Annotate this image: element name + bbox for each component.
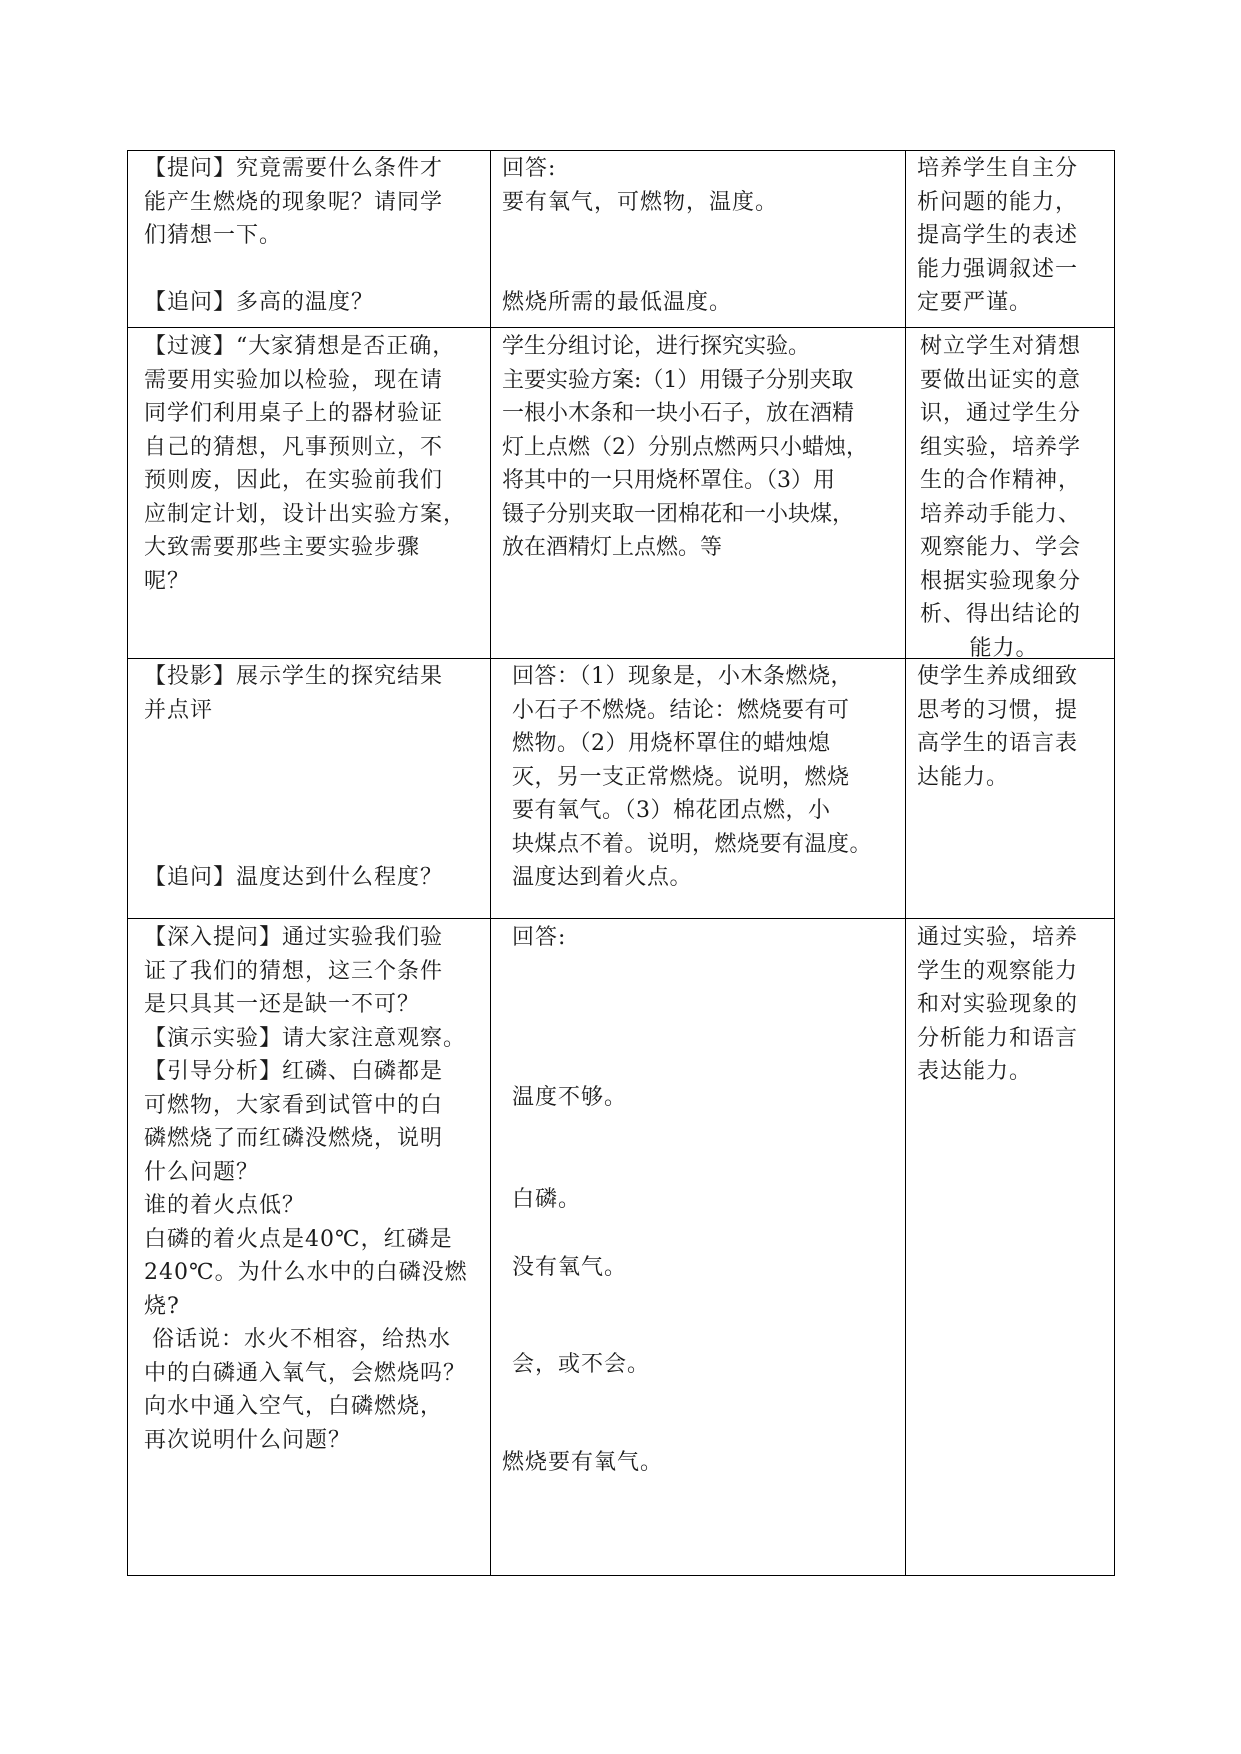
text-line: 什么问题？ (144, 1159, 260, 1185)
text-line: 再次说明什么问题？ (144, 1427, 352, 1453)
design-intent-cell (917, 921, 1107, 1089)
text-line: 灭，另一支正常燃烧。说明，燃烧 (512, 764, 850, 790)
text-line: 能力强调叙述一 (917, 256, 1079, 282)
text-line: 们猜想一下。 (144, 223, 283, 248)
text-line: 达能力。 (917, 764, 1010, 790)
text-line: 观察能力、学会 (920, 535, 1082, 560)
row-divider (127, 918, 1114, 919)
row-divider (127, 327, 1114, 328)
column-divider (490, 150, 491, 1576)
text-line: 【过渡】“大家猜想是否正确， (144, 334, 456, 359)
text-line: 使学生养成细致 (917, 664, 1079, 689)
text-line: 自己的猜想，凡事预则立，不 (144, 434, 444, 460)
text-line: 预则废，因此，在实验前我们 (144, 468, 444, 493)
text-line: 高学生的语言表 (917, 731, 1079, 756)
text-line: 要有氧气。（3）棉花团点燃，小 (512, 798, 831, 823)
text-line: 树立学生对猜想 (920, 334, 1082, 359)
text-line: 学生的观察能力 (917, 958, 1079, 984)
design-intent-cell (917, 660, 1107, 794)
text-line: 析、得出结论的 (920, 602, 1082, 627)
teacher-activity-cell (144, 921, 484, 1457)
text-line: 可燃物，大家看到试管中的白 (144, 1092, 444, 1118)
text-line: 并点评 (144, 697, 214, 723)
text-line: 和对实验现象的 (917, 992, 1079, 1017)
text-line: 温度达到着火点。 (512, 865, 693, 890)
text-line: 能产生燃烧的现象呢？请同学 (144, 189, 444, 215)
text-line: 分析能力和语言 (917, 1025, 1079, 1051)
text-line: 俗话说：水火不相容，给热水 (144, 1327, 451, 1352)
text-line: 块煤点不着。说明，燃烧要有温度。 (512, 831, 873, 857)
text-line: 主要实验方案:（1）用镊子分别夹取 (502, 367, 854, 393)
text-line: 小石子不燃烧。结论：燃烧要有可 (512, 697, 850, 723)
text-line: 【引导分析】红磷、白磷都是 (144, 1059, 444, 1084)
text-line: 【投影】展示学生的探究结果 (144, 664, 444, 689)
student-activity-cell (502, 330, 897, 565)
text-line: 回答：（1）现象是，小木条燃烧， (512, 664, 853, 689)
text-line: 应制定计划，设计出实验方案， (144, 501, 467, 527)
text-line: 谁的着火点低？ (144, 1193, 306, 1218)
text-line: 通过实验，培养 (917, 925, 1079, 950)
answer-line: 没有氧气。 (512, 1255, 628, 1280)
student-activity-cell (512, 660, 902, 895)
text-line: 析问题的能力， (917, 189, 1079, 215)
student-activity-cell (502, 152, 897, 320)
text-line: 【提问】究竟需要什么条件才 (144, 156, 444, 181)
table-border-top (127, 150, 1114, 151)
teacher-activity-cell (144, 330, 484, 598)
text-line: 要有氧气，可燃物，温度。 (502, 189, 779, 215)
answer-line: 白磷。 (512, 1187, 582, 1212)
text-line: 中的白磷通入氧气，会燃烧吗？ (144, 1360, 467, 1386)
text-line: 思考的习惯，提 (917, 697, 1079, 723)
text-line: 组实验，培养学 (920, 434, 1082, 460)
text-line: 将其中的一只用烧杯罩住。（3）用 (502, 468, 835, 493)
answer-line: 回答: (512, 925, 567, 950)
text-line: 镊子分别夹取一团棉花和一小块煤， (502, 501, 855, 527)
student-activity-cell (502, 921, 902, 1571)
text-line: 一根小木条和一块小石子，放在酒精 (502, 401, 855, 426)
text-line: 学生分组讨论，进行探究实验。 (502, 334, 811, 359)
text-line: 提高学生的表述 (917, 223, 1079, 248)
text-line: 培养动手能力、 (920, 501, 1082, 527)
text-line: 磷燃烧了而红磷没燃烧，说明 (144, 1126, 444, 1151)
text-line: 向水中通入空气，白磷燃烧， (144, 1394, 444, 1419)
text-line: 回答: (502, 156, 557, 181)
answer-line: 会，或不会。 (512, 1352, 651, 1377)
text-line: 培养学生自主分 (917, 156, 1079, 181)
table-border-left (127, 150, 128, 1576)
text-line: 同学们利用桌子上的器材验证 (144, 401, 444, 426)
text-line: 要做出证实的意 (920, 367, 1082, 393)
text-line: 240℃。为什么水中的白磷没燃 (144, 1260, 468, 1285)
table-border-bottom (127, 1575, 1114, 1576)
answer-line: 燃烧要有氧气。 (502, 1450, 664, 1475)
text-line: 放在酒精灯上点燃。等 (502, 535, 723, 560)
text-line: 白磷的着火点是40℃，红磷是 (144, 1226, 453, 1252)
design-intent-cell (917, 152, 1107, 320)
table-border-right (1114, 150, 1115, 1576)
followup-answer: 燃烧所需的最低温度。 (502, 290, 733, 315)
text-line: 生的合作精神， (920, 468, 1082, 493)
teacher-activity-cell (144, 152, 484, 320)
text-line: 是只具其一还是缺一不可？ (144, 992, 421, 1017)
text-line: 【演示实验】请大家注意观察。 (144, 1025, 467, 1051)
text-line: 大致需要那些主要实验步骤 (144, 535, 421, 560)
followup-question: 【追问】温度达到什么程度？ (144, 865, 444, 890)
text-line: 需要用实验加以检验，现在请 (144, 367, 444, 393)
teacher-activity-cell (144, 660, 484, 895)
text-line: 能力。 (969, 635, 1039, 661)
followup-question: 【追问】多高的温度？ (144, 290, 375, 315)
design-intent-cell (920, 330, 1110, 665)
text-line: 呢？ (144, 568, 191, 594)
text-line: 识，通过学生分 (920, 401, 1082, 426)
text-line: 烧? (144, 1293, 180, 1319)
text-line: 根据实验现象分 (920, 568, 1082, 594)
text-line: 表达能力。 (917, 1059, 1033, 1084)
text-line: 【深入提问】通过实验我们验 (144, 925, 444, 950)
text-line: 灯上点燃（2）分别点燃两只小蜡烛， (502, 434, 868, 460)
text-line: 证了我们的猜想，这三个条件 (144, 958, 444, 984)
text-line: 定要严谨。 (917, 290, 1033, 315)
text-line: 燃物。（2）用烧杯罩住的蜡烛熄 (512, 731, 831, 756)
answer-line: 温度不够。 (512, 1085, 628, 1110)
column-divider (905, 150, 906, 1576)
